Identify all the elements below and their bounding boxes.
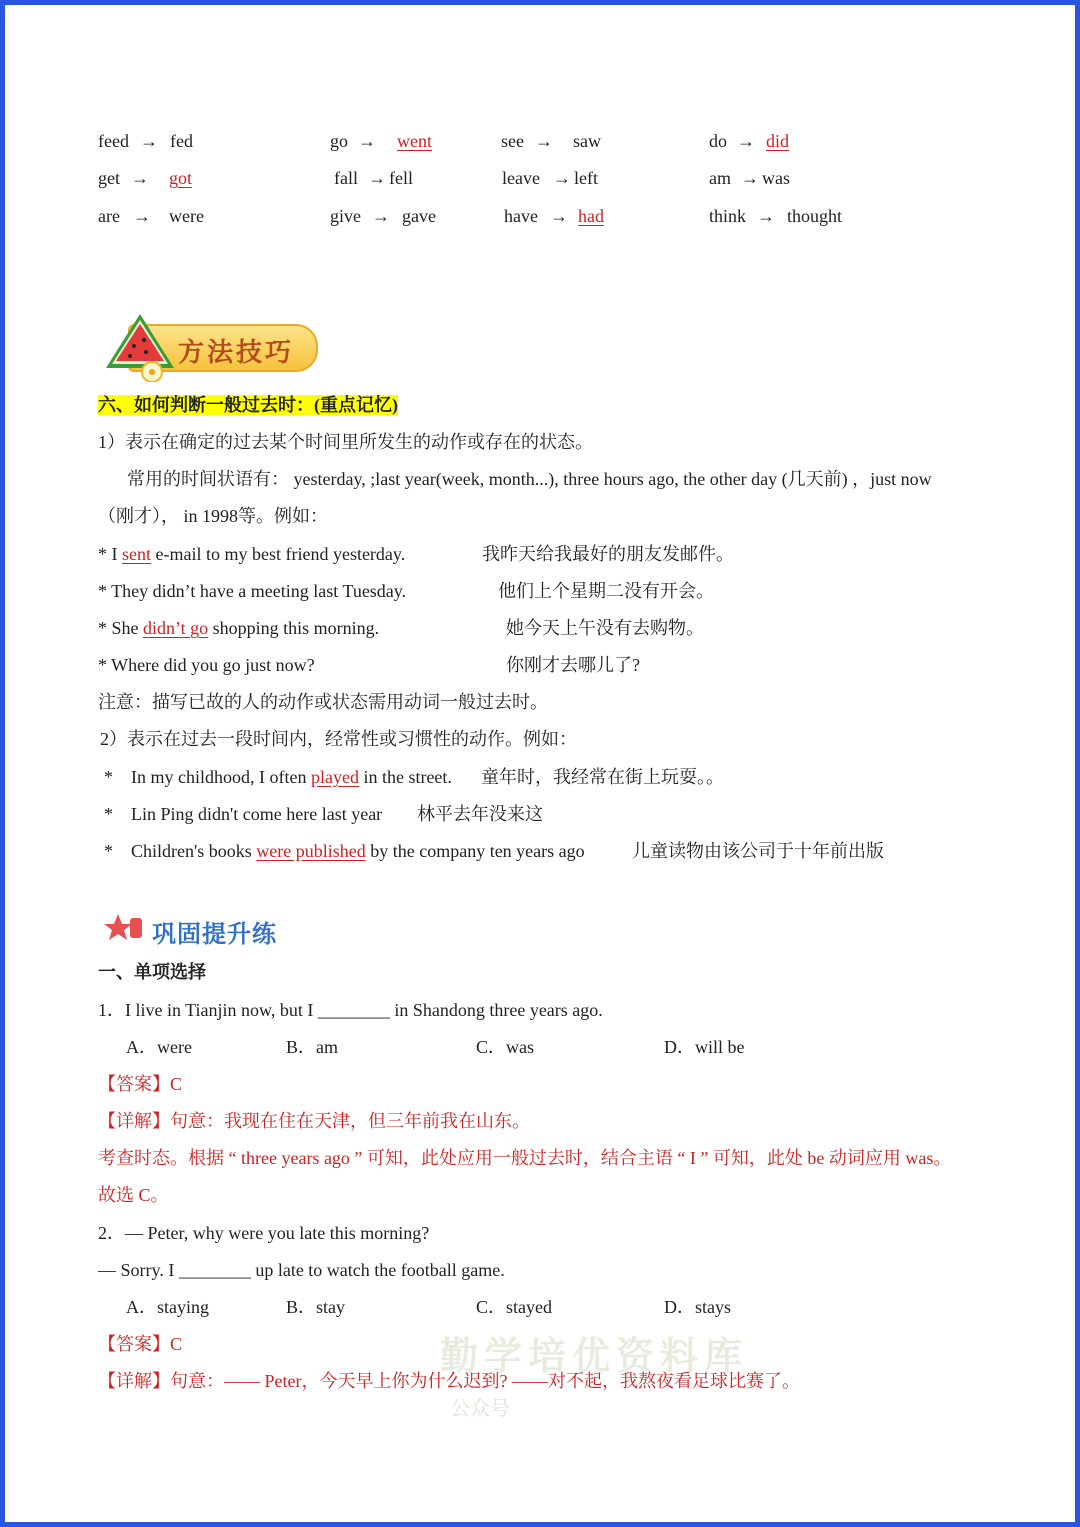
example-1: * I sent e-mail to my best friend yesterday. — [98, 544, 406, 564]
example-4: * Where did you go just now? — [98, 655, 315, 675]
watermelon-icon — [100, 310, 180, 382]
verb-base: think — [709, 206, 747, 226]
q1-detail-explain: 考查时态。根据 “ three years ago ” 可知，此处应用一般过去时，结合主语 “ I ” 可知，此处 be 动词应用 was。 — [98, 1148, 952, 1168]
verb-base: are — [98, 206, 120, 226]
practice-title-text: 巩固提升练 — [152, 920, 277, 948]
example-4-cn: 你刚才去哪儿了? — [506, 655, 640, 675]
example-1-cn: 我昨天给我最好的朋友发邮件。 — [482, 544, 734, 564]
arrow: → — [140, 131, 158, 151]
q1-detail-conclusion: 故选 C。 — [98, 1185, 169, 1205]
q1-option-a: A．were — [126, 1037, 192, 1057]
verb-base: get — [98, 168, 120, 188]
example-7-cn: 儿童读物由该公司于十年前出版 — [632, 841, 884, 861]
example-6-cn: 林平去年没来这 — [417, 804, 543, 824]
example-2-cn: 他们上个星期二没有开会。 — [498, 581, 714, 601]
example-7: Children's books were published by the company ten years ago — [131, 841, 585, 861]
arrow: → — [757, 206, 775, 226]
note: 注意：描写已故的人的动作或状态需用动词一般过去时。 — [98, 692, 548, 712]
verb-base: go — [330, 131, 348, 151]
method-heading: 六、如何判断一般过去时：(重点记忆) — [98, 395, 398, 415]
arrow: → — [368, 168, 386, 188]
arrow: → — [553, 168, 571, 188]
arrow: → — [358, 131, 376, 151]
arrow: → — [133, 206, 151, 226]
method-point-1: 1）表示在确定的过去某个时间里所发生的动作或存在的状态。 — [98, 432, 593, 452]
verb-base: give — [330, 206, 361, 226]
question-1-stem: 1．I live in Tianjin now, but I ________ in Shandong three years ago. — [98, 1000, 603, 1020]
time-adverbials-cont: （刚才）， in 1998等。例如： — [98, 506, 328, 526]
question-2-stem: 2．— Peter, why were you late this morning? — [98, 1223, 430, 1243]
example-2: * They didn’t have a meeting last Tuesday. — [98, 581, 407, 601]
verb-base: see — [501, 131, 524, 151]
verb-past: fed — [170, 131, 193, 151]
verb-base: do — [709, 131, 727, 151]
verb-past: had — [578, 206, 604, 226]
q2-detail: 【详解】句意：—— Peter，今天早上你为什么迟到? ——对不起，我熬夜看足球比赛了。 — [98, 1371, 800, 1391]
q2-option-d: D．stays — [664, 1297, 731, 1317]
q2-option-a: A．staying — [126, 1297, 209, 1317]
q1-option-d: D．will be — [664, 1037, 745, 1057]
banner-title: 方法技巧 — [178, 338, 295, 368]
example-5-star: * — [104, 767, 113, 787]
example-6: Lin Ping didn't come here last year — [131, 804, 383, 824]
arrow: → — [372, 206, 390, 226]
example-5-cn: 童年时，我经常在街上玩耍。。 — [481, 767, 724, 787]
verb-base: feed — [98, 131, 129, 151]
example-3: * She didn’t go shopping this morning. — [98, 618, 380, 638]
watermark-text: 勤学培优资料库 — [440, 1334, 749, 1378]
star-icon — [104, 912, 148, 946]
q1-answer: 【答案】C — [98, 1074, 183, 1094]
verb-past: did — [766, 131, 790, 151]
verb-base: am — [709, 168, 731, 188]
arrow: → — [550, 206, 568, 226]
verb-past: were — [169, 206, 204, 226]
verb-base: have — [504, 206, 538, 226]
q1-option-c: C．was — [476, 1037, 534, 1057]
q1-option-b: B．am — [286, 1037, 338, 1057]
q1-detail: 【详解】句意：我现在住在天津，但三年前我在山东。 — [98, 1111, 530, 1131]
verb-past: got — [169, 168, 193, 188]
arrow: → — [741, 168, 759, 188]
section-single-choice: 一、单项选择 — [98, 962, 206, 982]
q2-option-b: B．stay — [286, 1297, 346, 1317]
time-adverbials: 常用的时间状语有： yesterday, ;last year(week, month...), three hours ago, the other day (几天前) ，just now — [127, 469, 932, 489]
verb-past: was — [762, 168, 790, 188]
verb-past: left — [574, 168, 598, 188]
example-7-star: * — [104, 841, 113, 861]
q2-option-c: C．stayed — [476, 1297, 552, 1317]
verb-past: went — [397, 131, 432, 151]
watermark-subtext: 公众号 — [450, 1396, 510, 1420]
arrow: → — [737, 131, 755, 151]
verb-past: fell — [389, 168, 413, 188]
method-point-2: 2）表示在过去一段时间内，经常性或习惯性的动作。例如： — [100, 729, 577, 749]
example-3-cn: 她今天上午没有去购物。 — [506, 618, 704, 638]
verb-past: thought — [787, 206, 843, 226]
verb-base: leave — [502, 168, 540, 188]
question-2-reply: — Sorry. I ________ up late to watch the football game. — [98, 1260, 505, 1280]
method-banner — [100, 310, 320, 380]
example-6-star: * — [104, 804, 113, 824]
arrow: → — [535, 131, 553, 151]
verb-past: gave — [402, 206, 436, 226]
practice-title — [104, 912, 304, 948]
example-5: In my childhood, I often played in the street. — [131, 767, 452, 787]
verb-base: fall — [334, 168, 358, 188]
q2-answer: 【答案】C — [98, 1334, 183, 1354]
verb-past: saw — [573, 131, 601, 151]
arrow: → — [131, 168, 149, 188]
